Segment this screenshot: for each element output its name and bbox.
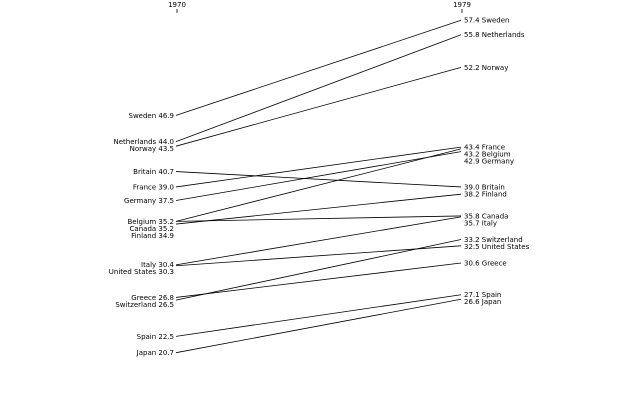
slope-line-finland — [176, 194, 461, 224]
label-1970-switzerland: Switzerland 26.5 — [115, 300, 174, 309]
label-1970-france: France 39.0 — [132, 183, 174, 192]
label-1970-norway: Norway 43.5 — [129, 145, 174, 154]
label-1979-greece: 30.6 Greece — [464, 259, 507, 268]
slope-line-greece — [176, 263, 461, 297]
slope-line-britain — [176, 172, 461, 187]
label-1979-netherlands: 55.8 Netherlands — [464, 31, 525, 40]
label-1970-netherlands: Netherlands 44.0 — [113, 138, 174, 147]
column-header-1979: 1979 — [453, 1, 471, 9]
label-1970-canada: Canada 35.2 — [129, 224, 174, 233]
label-1970-finland: Finland 34.9 — [131, 231, 174, 240]
slope-line-spain — [176, 295, 461, 337]
label-1970-spain: Spain 22.5 — [136, 332, 174, 341]
label-1979-japan: 26.6 Japan — [464, 298, 502, 307]
slope-line-germany — [176, 152, 461, 201]
column-headers — [168, 1, 471, 13]
label-1970-united-states: United States 30.3 — [108, 268, 174, 277]
label-1970-sweden: Sweden 46.9 — [128, 111, 174, 120]
slope-line-norway — [176, 67, 461, 146]
label-1970-greece: Greece 26.8 — [131, 293, 174, 302]
label-1979-france: 43.4 France — [464, 143, 506, 152]
slope-line-netherlands — [176, 35, 461, 142]
label-1979-italy: 35.7 Italy — [464, 219, 497, 228]
slope-line-france — [176, 147, 461, 187]
label-1979-switzerland: 33.2 Switzerland — [464, 235, 523, 244]
label-1970-germany: Germany 37.5 — [124, 196, 174, 205]
slope-line-japan — [176, 299, 461, 352]
label-1979-finland: 38.2 Finland — [464, 190, 507, 199]
label-1979-sweden: 57.4 Sweden — [464, 16, 510, 25]
label-1979-united-states: 32.5 United States — [464, 242, 530, 251]
slope-line-switzerland — [176, 239, 461, 300]
label-1979-canada: 35.8 Canada — [464, 212, 509, 221]
label-1979-spain: 27.1 Spain — [464, 291, 502, 300]
label-1970-belgium: Belgium 35.2 — [127, 217, 174, 226]
label-1979-germany: 42.9 Germany — [464, 157, 514, 166]
column-header-1970: 1970 — [168, 1, 186, 9]
label-1979-britain: 39.0 Britain — [464, 183, 505, 192]
slope-line-italy — [176, 217, 461, 265]
slope-line-canada — [176, 216, 461, 221]
slope-lines — [176, 20, 461, 352]
label-1970-japan: Japan 20.7 — [136, 349, 174, 358]
label-1979-norway: 52.2 Norway — [464, 63, 509, 72]
slope-line-sweden — [176, 20, 461, 115]
label-1970-britain: Britain 40.7 — [133, 167, 174, 176]
label-1970-italy: Italy 30.4 — [141, 261, 174, 270]
slope-line-belgium — [176, 149, 461, 221]
label-1979-belgium: 43.2 Belgium — [464, 150, 511, 159]
